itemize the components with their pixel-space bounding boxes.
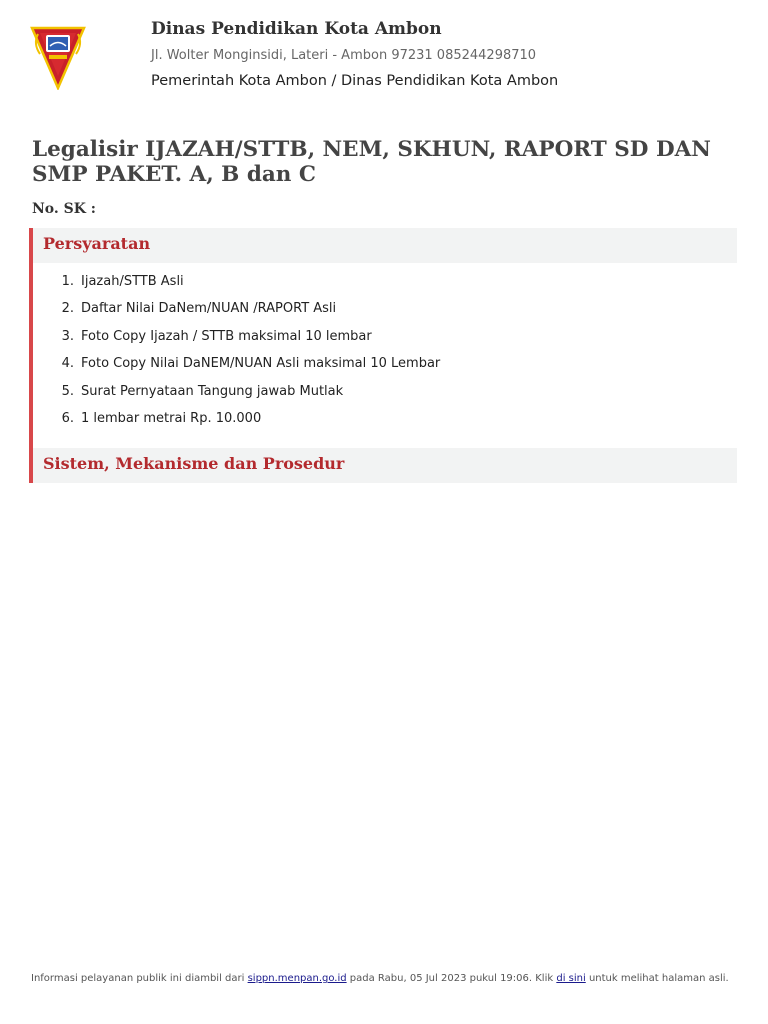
section-accent-bar (29, 228, 33, 483)
list-item-number: 1. (61, 274, 74, 289)
source-link[interactable]: sippn.menpan.go.id (247, 973, 347, 984)
list-item-text: Foto Copy Nilai DaNEM/NUAN Asli maksimal 10 Lembar (81, 356, 441, 372)
page-header (0, 0, 768, 110)
section-heading-label: Persyaratan (43, 234, 151, 253)
list-item-text: 1 lembar metrai Rp. 10.000 (81, 410, 262, 426)
original-page-link[interactable]: di sini (556, 973, 586, 984)
list-item-number: 3. (61, 328, 74, 344)
list-item-text: Surat Pernyataan Tangung jawab Mutlak (81, 383, 344, 399)
footer-text-suffix: untuk melihat halaman asli. (585, 973, 729, 984)
service-title: Legalisir IJAZAH/STTB, NEM, SKHUN, RAPORT SD DAN SMP PAKET. A, B dan C (32, 137, 711, 187)
org-address: Jl. Wolter Monginsidi, Lateri - Ambon 97231 085244298710 (151, 48, 537, 63)
footer-text-middle: pada Rabu, 05 Jul 2023 pukul 19:06. Klik (346, 973, 557, 984)
list-item-number: 5. (61, 383, 74, 399)
list-item-number: 6. (61, 410, 74, 426)
section-heading-requirements (33, 228, 737, 263)
ambon-city-emblem-icon (30, 22, 86, 90)
list-item-number: 4. (61, 356, 74, 372)
list-item-text: Daftar Nilai DaNem/NUAN /RAPORT Asli (81, 301, 337, 317)
breadcrumb[interactable]: Pemerintah Kota Ambon / Dinas Pendidikan Kota Ambon (151, 73, 559, 89)
sk-number-label: No. SK : (32, 201, 96, 217)
org-name: Dinas Pendidikan Kota Ambon (151, 19, 442, 39)
list-item-text: Foto Copy Ijazah / STTB maksimal 10 lembar (81, 328, 372, 344)
list-item-number: 2. (61, 301, 74, 317)
footer-text-prefix: Informasi pelayanan publik ini diambil dari (31, 973, 248, 984)
list-item-text: Ijazah/STTB Asli (81, 274, 184, 289)
section-heading-procedure (33, 448, 737, 483)
page-footer (31, 973, 751, 984)
section-heading-label: Sistem, Mekanisme dan Prosedur (43, 454, 345, 473)
